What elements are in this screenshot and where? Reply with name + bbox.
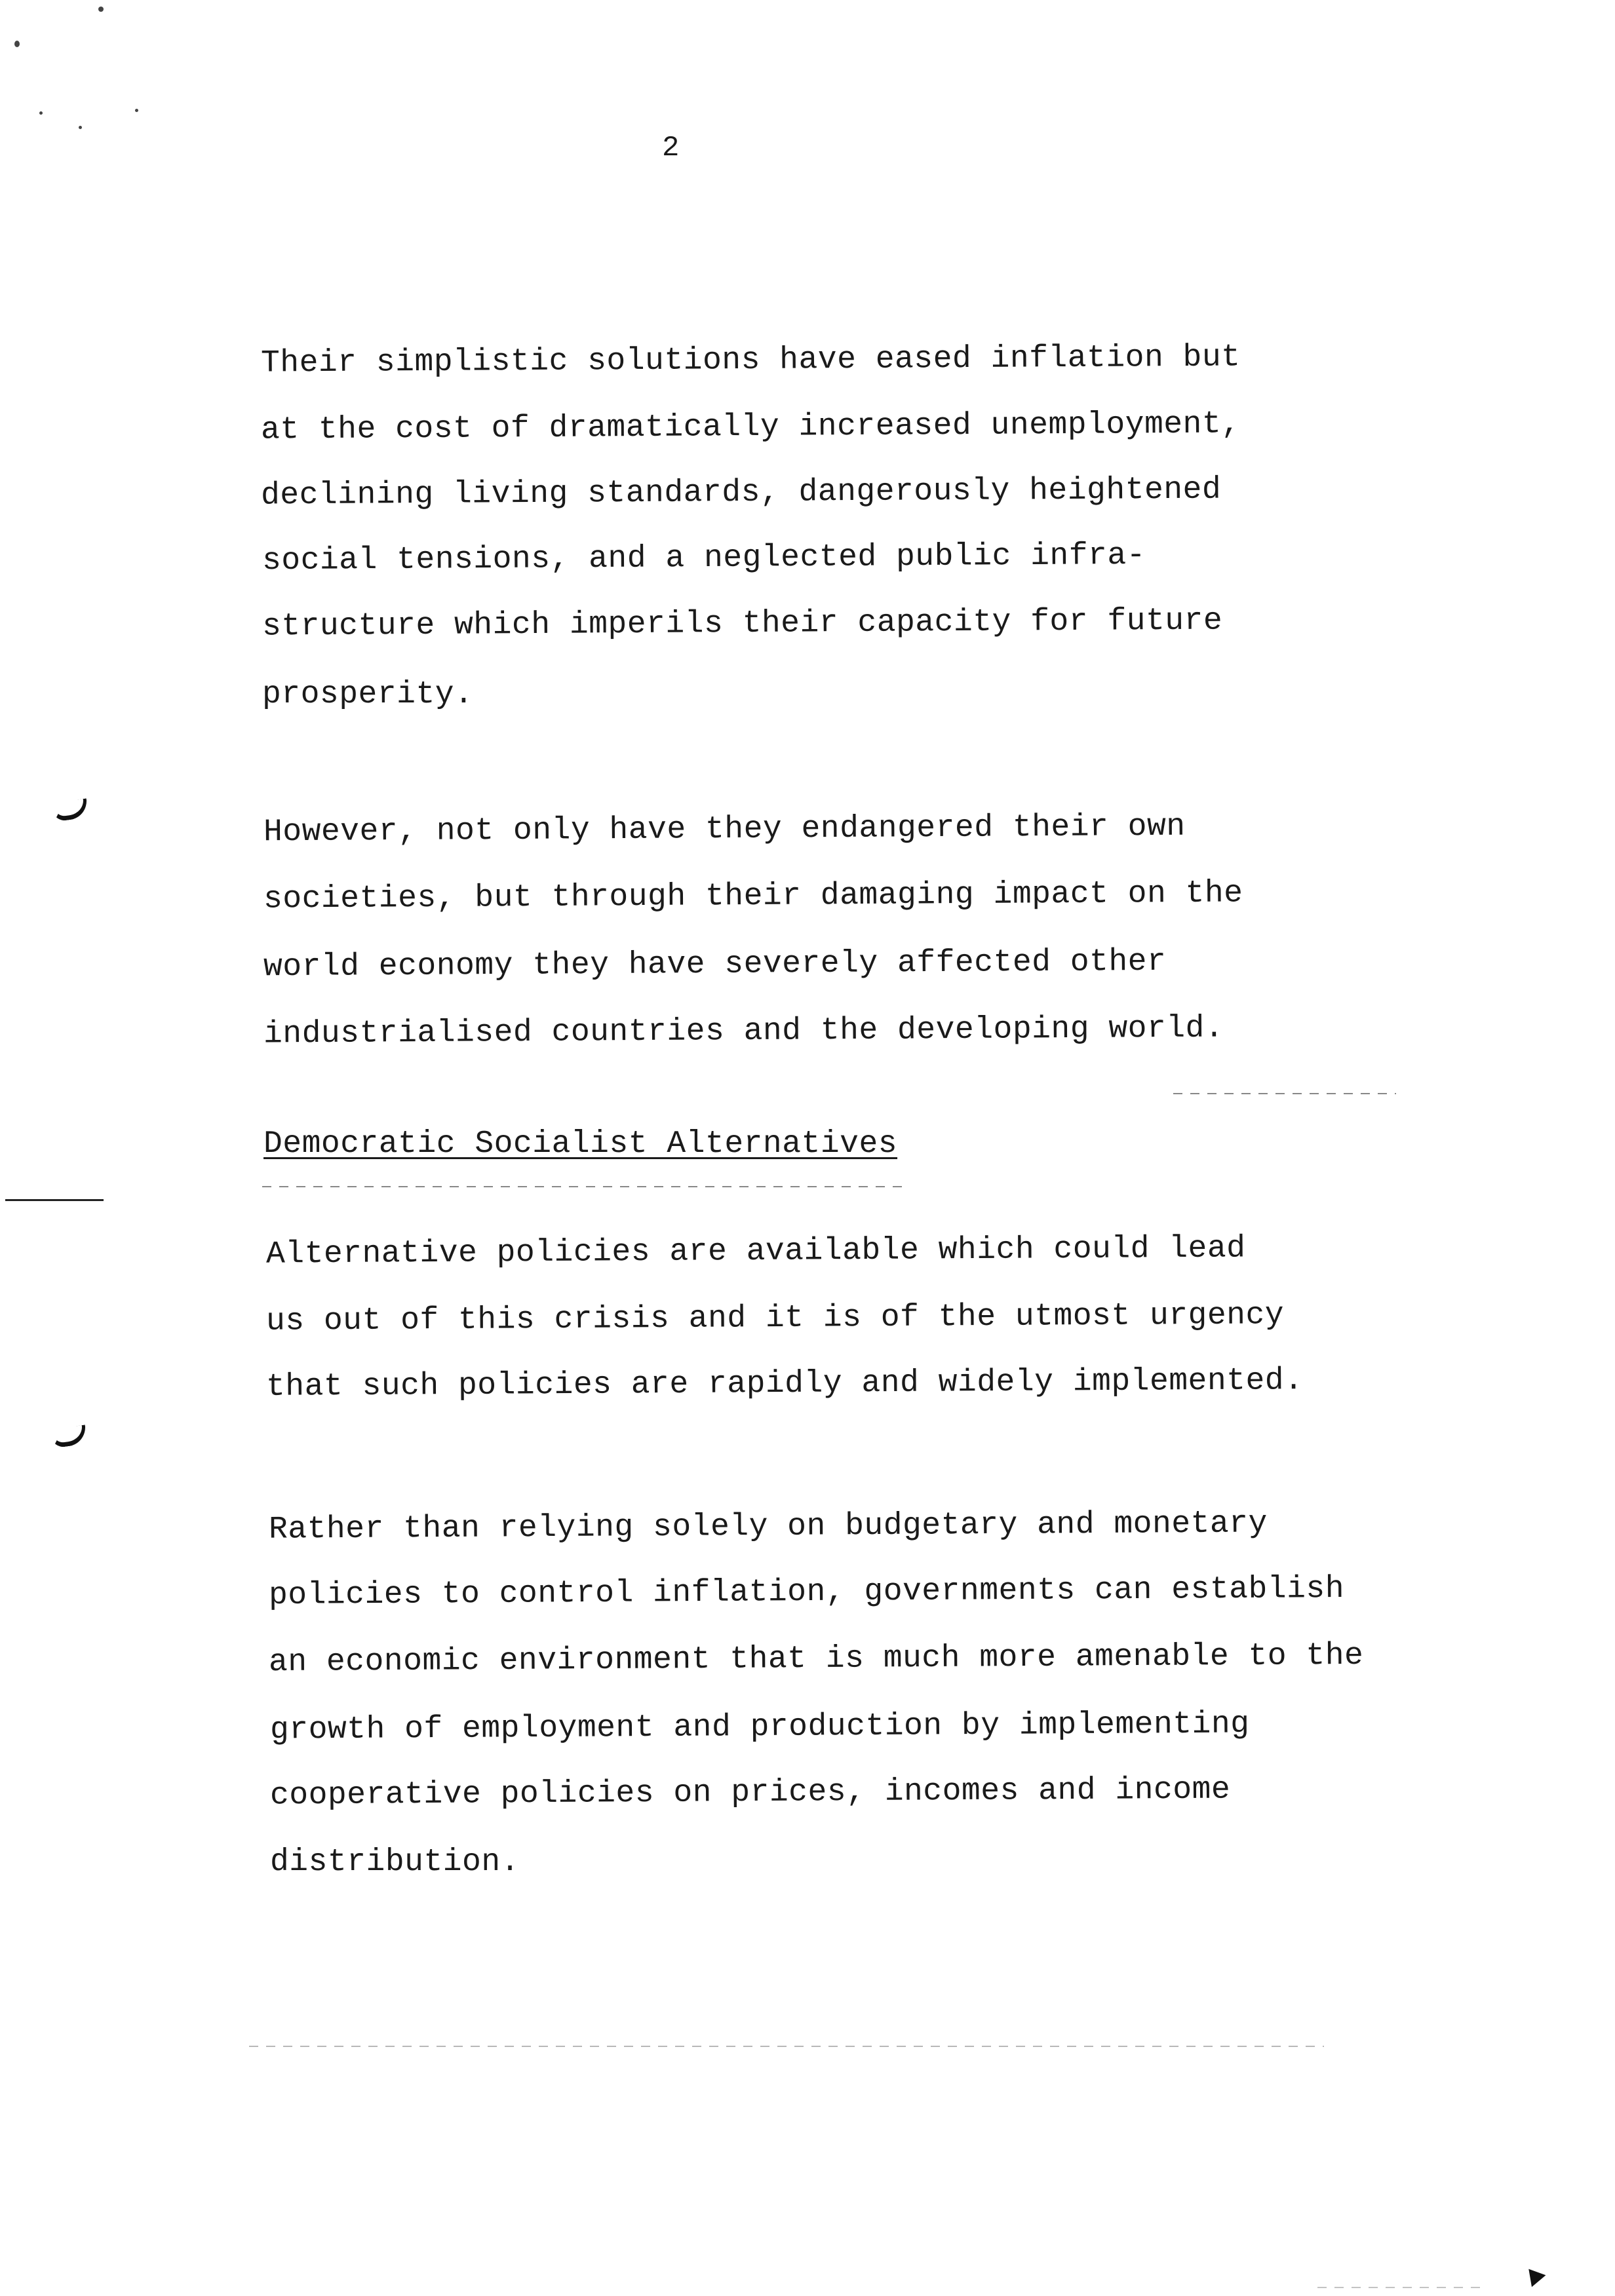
text-line: However, not only have they endangered their own bbox=[263, 809, 1186, 851]
text-line: world economy they have severely affected other bbox=[263, 944, 1167, 985]
text-line: distribution. bbox=[270, 1845, 520, 1880]
text-line: cooperative policies on prices, incomes and income bbox=[269, 1772, 1231, 1814]
text-line: prosperity. bbox=[262, 677, 474, 712]
text-line: Their simplistic solutions have eased inflation but bbox=[260, 339, 1241, 381]
margin-mark bbox=[51, 798, 89, 822]
text-line: declining living standards, dangerously heightened bbox=[260, 472, 1222, 514]
scan-streak bbox=[1173, 1093, 1396, 1094]
margin-rule bbox=[5, 1199, 104, 1201]
section-heading: Democratic Socialist Alternatives bbox=[263, 1126, 898, 1162]
text-line: industrialised countries and the developing world. bbox=[263, 1010, 1224, 1052]
text-line: Rather than relying solely on budgetary and monetary bbox=[268, 1506, 1268, 1548]
margin-mark bbox=[50, 1425, 88, 1448]
scan-speck bbox=[98, 7, 104, 12]
scan-speck bbox=[14, 41, 20, 47]
scan-streak bbox=[262, 1186, 905, 1187]
text-line: societies, but through their damaging impact on the bbox=[263, 875, 1243, 917]
text-line: structure which imperils their capacity for future bbox=[262, 603, 1223, 645]
scan-streak bbox=[249, 2046, 1324, 2047]
text-line: growth of employment and production by implementing bbox=[269, 1706, 1250, 1748]
scan-speck bbox=[135, 109, 138, 112]
page-number: 2 bbox=[662, 132, 680, 164]
scan-speck bbox=[79, 126, 82, 129]
text-line: social tensions, and a neglected public infra- bbox=[262, 537, 1146, 579]
text-line: an economic environment that is much more amenable to the bbox=[268, 1637, 1364, 1681]
scan-streak bbox=[1317, 2287, 1481, 2288]
text-line: policies to control inflation, governments can establish bbox=[268, 1571, 1345, 1614]
text-line: us out of this crisis and it is of the utmost urgency bbox=[265, 1297, 1285, 1339]
text-line: that such policies are rapidly and widely implemented. bbox=[265, 1363, 1304, 1405]
text-line: at the cost of dramatically increased unemployment, bbox=[260, 406, 1241, 448]
scan-speck bbox=[39, 111, 43, 115]
text-line: Alternative policies are available which could lead bbox=[265, 1231, 1246, 1272]
corner-mark bbox=[1522, 2263, 1546, 2287]
